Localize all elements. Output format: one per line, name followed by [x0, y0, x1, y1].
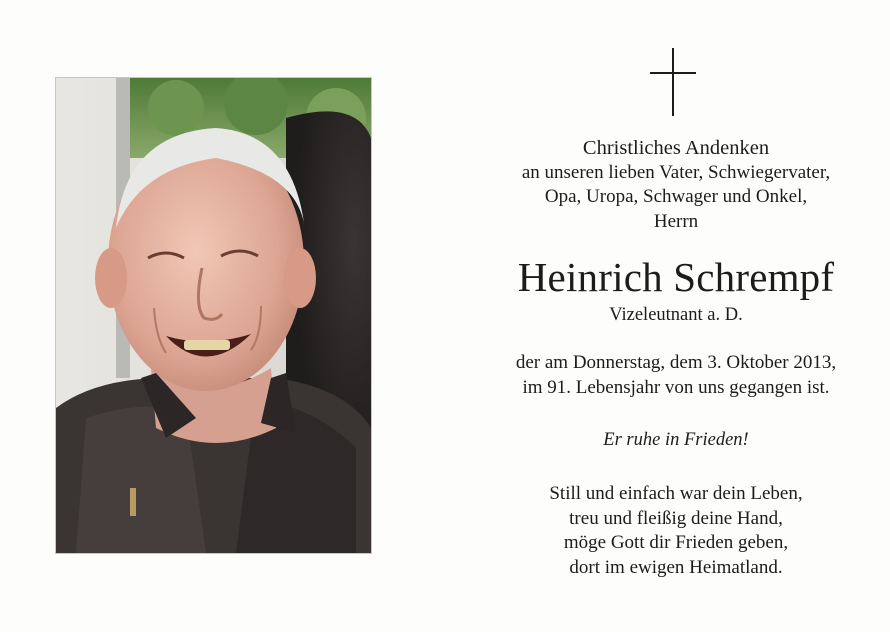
intro-line: Opa, Uropa, Schwager und Onkel, [544, 186, 808, 207]
memorial-poem [478, 482, 874, 580]
portrait-photo [56, 78, 371, 553]
intro-line: an unseren lieben Vater, Schwiegervater, [521, 161, 831, 183]
intro-text [478, 136, 874, 234]
poem-line: dort im ewigen Heimatland. [569, 556, 783, 578]
death-notice-line: der am Donnerstag, dem 3. Oktober 2013, [515, 352, 837, 373]
death-notice-line: im 91. Lebensjahr von uns gegangen ist. [522, 377, 830, 398]
intro-line: Herrn [653, 210, 699, 232]
deceased-rank: Vizeleutnant a. D. [609, 305, 743, 325]
poem-line: treu und fleißig deine Hand, [569, 507, 783, 529]
death-notice [478, 350, 874, 400]
deceased-name: Heinrich Schrempf [517, 254, 835, 300]
poem-line: möge Gott dir Frieden geben, [563, 532, 789, 553]
poem-line: Still und einfach war dein Leben, [549, 483, 803, 504]
intro-line: Christliches Andenken [582, 137, 770, 159]
blessing: Er ruhe in Frieden! [603, 430, 749, 450]
cross-icon [650, 48, 696, 116]
